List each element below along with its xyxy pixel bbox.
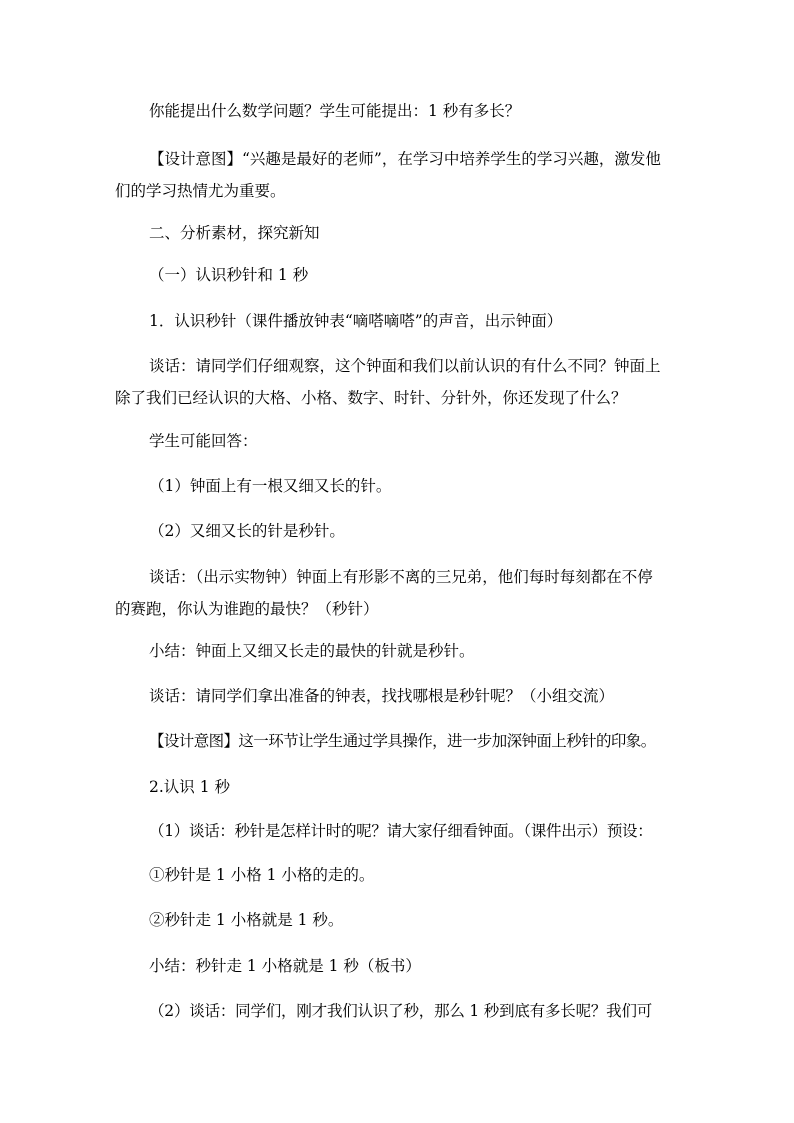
text-line: （1）谈话：秒针是怎样计时的呢？请大家仔细看钟面。（课件出示）预设： <box>149 822 653 840</box>
text-line: 二、分析素材，探究新知 <box>149 224 320 242</box>
paragraph-question <box>115 95 689 127</box>
text-line: （1）钟面上有一根又细又长的针。 <box>149 477 392 495</box>
text-line: （一）认识秒针和 1 秒 <box>149 266 309 284</box>
paragraph-know-one-second <box>115 771 689 803</box>
paragraph-answer-2 <box>115 515 689 547</box>
paragraph-know-second-hand <box>115 305 689 337</box>
paragraph-summary-2 <box>115 950 689 982</box>
section-heading-2 <box>115 217 689 249</box>
paragraph-talk-observe <box>115 350 689 414</box>
paragraph-summary-1 <box>115 635 689 667</box>
text-line: 1．认识秒针（课件播放钟表“嘀嗒嘀嗒”的声音，出示钟面） <box>149 312 563 330</box>
text-line: 【设计意图】“兴趣是最好的老师”，在学习中培养学生的学习兴趣，激发他 <box>149 150 661 168</box>
text-line: ②秒针走 1 小格就是 1 秒。 <box>149 911 344 929</box>
subsection-heading-1 <box>115 259 689 291</box>
text-line: 2.认识 1 秒 <box>149 778 231 796</box>
paragraph-talk-find <box>115 680 689 712</box>
text-line: 小结：钟面上又细又长走的最快的针就是秒针。 <box>149 642 475 660</box>
text-line: （2）谈话：同学们，刚才我们认识了秒，那么 1 秒到底有多长呢？我们可 <box>149 1002 653 1020</box>
text-line: ①秒针是 1 小格 1 小格的走的。 <box>149 866 375 884</box>
paragraph-design-intent-2 <box>115 725 689 757</box>
paragraph-preset-2 <box>115 904 689 936</box>
paragraph-preset-1 <box>115 859 689 891</box>
text-line: 小结：秒针走 1 小格就是 1 秒（板书） <box>149 957 421 975</box>
text-line: 谈话：请同学们仔细观察，这个钟面和我们以前认识的有什么不同？钟面上 <box>149 357 661 375</box>
text-line: 们的学习热情尤为重要。 <box>115 182 286 200</box>
paragraph-design-intent-1 <box>115 143 689 207</box>
text-line: 除了我们已经认识的大格、小格、数字、时针、分针外，你还发现了什么？ <box>115 389 627 407</box>
text-line: 你能提出什么数学问题？学生可能提出：1 秒有多长？ <box>149 102 521 120</box>
text-line: （2）又细又长的针是秒针。 <box>149 522 345 540</box>
text-line: 的赛跑，你认为谁跑的最快？（秒针） <box>115 600 379 618</box>
text-line: 谈话：请同学们拿出准备的钟表，找找哪根是秒针呢？（小组交流） <box>149 687 615 705</box>
text-line: 学生可能回答： <box>149 432 258 450</box>
paragraph-talk-clock <box>115 561 689 625</box>
paragraph-talk-timing <box>115 815 689 847</box>
paragraph-student-answer <box>115 425 689 457</box>
paragraph-talk-how-long <box>115 995 689 1027</box>
paragraph-answer-1 <box>115 470 689 502</box>
text-line: 【设计意图】这一环节让学生通过学具操作，进一步加深钟面上秒针的印象。 <box>149 732 656 750</box>
text-line: 谈话：（出示实物钟）钟面上有形影不离的三兄弟，他们每时每刻都在不停 <box>149 568 653 586</box>
